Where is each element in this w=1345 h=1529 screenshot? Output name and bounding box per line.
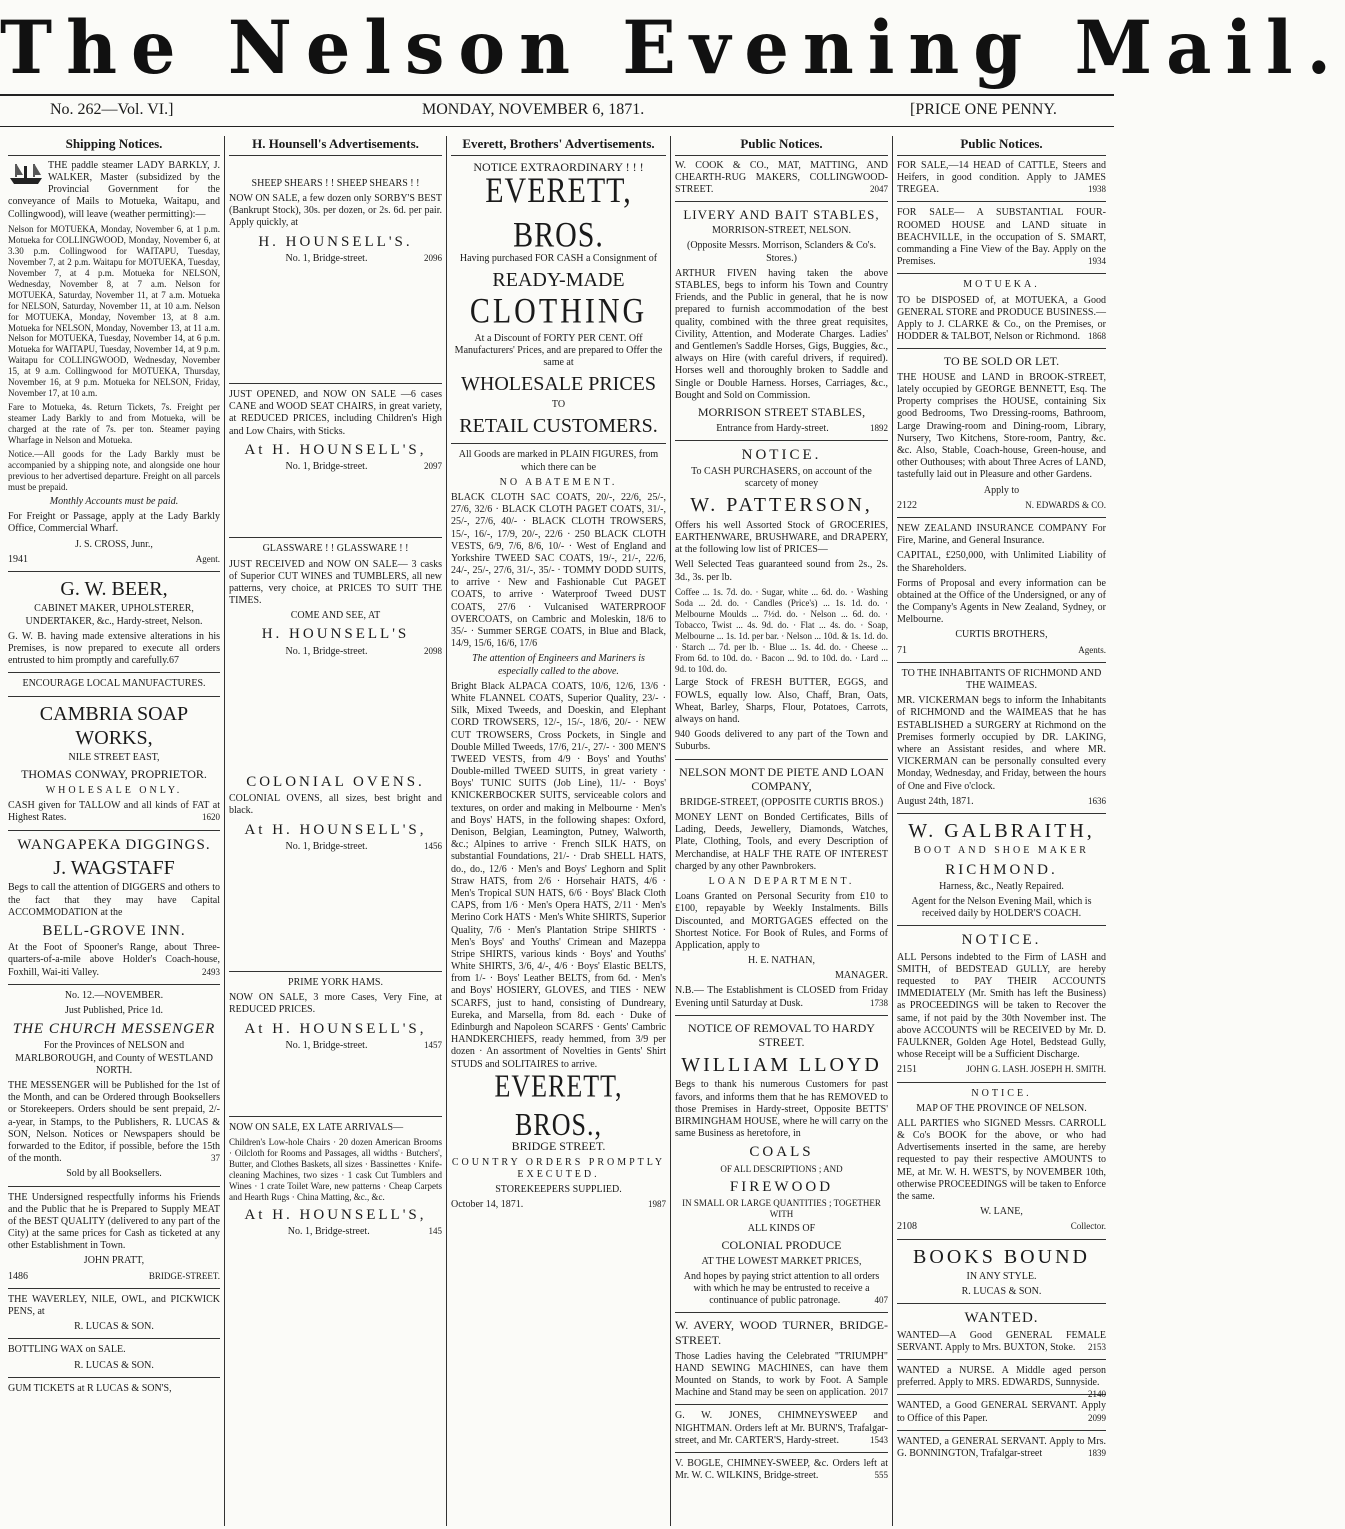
- public-notices-heading-2: Public Notices.: [897, 136, 1106, 156]
- plain-figures: All Goods are marked in PLAIN FIGURES, from which there can be: [458, 449, 659, 473]
- teas: Well Selected Teas guaranteed sound from 2s., 2s. 3d., 3s. per lb.: [675, 559, 888, 583]
- patterson-text: Offers his well Assorted Stock of GROCERIES, EARTHENWARE, BRUSHWARE, and DRAPERY, at the following low list of PRICES—: [675, 519, 888, 556]
- galbraith: W. GALBRAITH,: [908, 819, 1095, 842]
- manager: MANAGER.: [834, 970, 888, 982]
- to: TO: [551, 398, 566, 410]
- chairs-text: JUST OPENED, and NOW ON SALE —6 cases CANE and WOOD SEAT CHAIRS, in great variety, at REDUCED PRICES, including Children's High and Low Chairs, with Sticks.: [229, 389, 442, 437]
- jones-ad: G. W. JONES, CHIMNEYSWEEP and NIGHTMAN. Orders left at Mr. BURN'S, Trafalgar-street, and Mr. CARTER'S, Hardy-street.: [675, 1410, 888, 1446]
- wanted-heading: WANTED.: [964, 1310, 1039, 1327]
- jones-num: 1543: [870, 1434, 888, 1445]
- purchased: Having purchased FOR CASH a Consignment of: [459, 252, 658, 264]
- aug-date: August 24th, 1871.: [897, 795, 974, 807]
- num-3: 2098: [424, 645, 442, 656]
- steamer-icon: [8, 160, 44, 186]
- fiven-text: ARTHUR FIVEN having taken the above STABLES, begs to inform his Town and Country Friends, and the Public in general, that he is now prepared to furnish accommodation of the best quality, combined with the three great requisites, Civility, Attention, and Moderate Charges. Ladies' and Gentlemen's Saddle Horses, Gigs, Buggies, &c., always on Hire (with careful drivers, if required). Horses well and thoroughly broken to Saddle and Single or Double Harness. Horses, Carriages, &c., Bought and Sold on Commission.: [675, 267, 888, 401]
- map-heading: MAP OF THE PROVINCE OF NELSON.: [916, 1102, 1087, 1114]
- messenger-text: THE MESSENGER will be Published for the 1st of the Month, and can be Ordered through Booksellers or Storekeepers. Orders should be sent prepaid, 2/- a-year, in Stamps, to the Publishers, R. LUCAS & SON, Nelson. Notices or Newspapers should be forwarded to the Editor, if possible, before the 15th of the month.: [8, 1080, 220, 1165]
- insurance: NEW ZEALAND INSURANCE COMPANY For Fire, Marine, and General Insurance.: [897, 522, 1106, 547]
- church-messenger: THE CHURCH MESSENGER: [12, 1021, 216, 1038]
- lloyd-text: Begs to thank his numerous Customers for past favors, and informs them that he has REMOVED to those Premises in Hardy-street, Opposite BETTS' BIRMINGHAM HOUSE, where he will carry on the same Business as heretofore, in: [675, 1079, 888, 1140]
- cook-num: 2047: [870, 184, 888, 195]
- curtis-num: 71: [897, 644, 907, 656]
- pratt-text: THE Undersigned respectfully informs his Friends and the Public that he is Prepared to Supply MEAT of the BEST QUALITY (delivered to any part of the City) at the same prices for Cash as ticketed at any other Establishment in Town.: [8, 1191, 220, 1252]
- hopes-num: 407: [874, 1295, 888, 1306]
- descriptions: OF ALL DESCRIPTIONS ; AND: [720, 1163, 843, 1174]
- richmond-heading: TO THE INHABITANTS OF RICHMOND AND THE WAIMEAS.: [901, 667, 1102, 692]
- lash-names: JOHN G. LASH. JOSEPH H. SMITH.: [966, 1064, 1106, 1075]
- beer-text: G. W. B. having made extensive alterations in his Premises, is now prepared to execute all orders entrusted to him promptly and carefully.67: [8, 630, 220, 667]
- hounsell-heading: H. Hounsell's Advertisements.: [229, 136, 442, 156]
- column-hounsell: [224, 136, 446, 1526]
- address-2: No. 1, Bridge-street.: [285, 461, 368, 473]
- column-shipping: [4, 136, 224, 1526]
- glass-heading: GLASSWARE ! ! GLASSWARE ! !: [262, 543, 409, 555]
- everett-date: October 14, 1871.: [451, 1199, 524, 1211]
- column-public-notices: [670, 136, 892, 1526]
- num-5: 1457: [424, 1039, 442, 1050]
- curtis: CURTIS BROTHERS,: [955, 629, 1048, 641]
- opposite: (Opposite Messrs. Morrison, Sclanders & Co's. Stores.): [686, 240, 876, 264]
- hounsell-1: H. HOUNSELL'S.: [258, 233, 413, 250]
- lowest-prices: AT THE LOWEST MARKET PRICES,: [701, 1255, 862, 1267]
- cook-ad: W. COOK & CO., MAT, MATTING, AND CHEARTH-RUG MAKERS, COLLINGWOOD-STREET.: [675, 159, 888, 196]
- arrivals-list: Children's Low-hole Chairs · 20 dozen American Brooms · Oilcloth for Rooms and Passages, all widths · Butchers', Butter, and Clothes Baskets, all sizes · Bassinettes · Knife-cleaning Machines, two sizes · 1 cask Cut Tumblers and Wines · 1 crate Toilet Ware, new patterns · Cheap Carpets and Hearth Rugs · China Matting, &c., &c.: [229, 1137, 442, 1203]
- butter-text: Large Stock of FRESH BUTTER, EGGS, and FOWLS, equally low. Also, Chaff, Bran, Oats, Wheat, Barley, Sharps, Flour, Potatoes, Carrots, always on hand.: [675, 677, 888, 726]
- avery-num: 2017: [870, 1387, 888, 1398]
- hounsell-5: At H. HOUNSELL'S,: [244, 1020, 427, 1037]
- gum-tickets: GUM TICKETS at R LUCAS & SON'S,: [8, 1382, 172, 1394]
- bridge-street: BRIDGE STREET.: [511, 1139, 606, 1154]
- hams-text: NOW ON SALE, 3 more Cases, Very Fine, at REDUCED PRICES.: [229, 992, 442, 1016]
- address-4: No. 1, Bridge-street.: [285, 840, 368, 852]
- loan-text: Loans Granted on Personal Security from £10 to £100, repayable by Weekly Instalments. Bills Discounted, and MORTGAGES effected on the Shortest Notice. For Book of Rules, and Forms of Application, apply to: [675, 891, 888, 951]
- firewood: FIREWOOD: [729, 1178, 834, 1195]
- house-num: 1934: [1088, 256, 1106, 267]
- loan-department: LOAN DEPARTMENT.: [708, 875, 855, 887]
- address-5: No. 1, Bridge-street.: [285, 1039, 368, 1051]
- cash-purchasers: To CASH PURCHASERS, on account of the scarcety of money: [691, 466, 872, 490]
- richmond: RICHMOND.: [945, 861, 1058, 878]
- inn-name: BELL-GROVE INN.: [42, 922, 186, 939]
- messenger-provinces: For the Provinces of NELSON and MARLBOROUGH, and County of WESTLAND NORTH.: [15, 1040, 213, 1076]
- bottling-wax: BOTTLING WAX on SALE.: [8, 1344, 126, 1356]
- notice-lash: NOTICE.: [961, 932, 1042, 949]
- soap-works: CAMBRIA SOAP WORKS,: [39, 702, 189, 749]
- monthly-accounts: Monthly Accounts must be paid.: [49, 496, 179, 508]
- wax-by: R. LUCAS & SON.: [74, 1359, 154, 1371]
- colonial-produce: COLONIAL PRODUCE: [721, 1238, 842, 1253]
- morrison-stables: MORRISON STREET STABLES,: [697, 404, 866, 419]
- curtis-role: Agents.: [1078, 644, 1106, 655]
- wagstaff-name: J. WAGSTAFF: [53, 856, 175, 879]
- wanted-4-num: 1839: [1088, 1447, 1106, 1458]
- clothing-items-2: Bright Black ALPACA COATS, 10/6, 12/6, 13/6 · White FLANNEL COATS, Superior Quality, 23/- · Silk, Mixed Tweeds, and Doeskin, and Elephant CORD TROWSERS, 12/-, 15/-, 18/6, 20/- · NEW CUT TROWSERS, Cross Pockets, in Single and Double Milled Tweeds, 17/6, 21/-, 27/- · 300 MEN'S TWEED VESTS, from 4/9 · Boys' and Youths' Double-milled TWEED SUITS, in great variety · Boys' TUNIC SUITS (Job Line), 11/- · Boys' KNICKERBOCKER SUITS, serviceable colors and textures, on order and making in Melbourne · Men's and Boys' HATS, in the following shapes: Oxford, Denison, Belgian, Leamington, Putney, Walworth, &c.; Alpines to arrive · French SILK HATS, on substantial Foundations, 21/- · Drab SHELL HATS, do., do., 12/6 · Men's and Boys' Leghorn and Split Straw HATS, from 2/6 · Horsehair HATS, 4/6 · Men's Tropical SUN HATS, 6/6 · Boys' Black Cloth CAPS, from 1/6 · Men's Opera HATS, 2/11 · Men's Merino Cork HATS · Men's White SHIRTS, Superior Quality, 7/6 · Men's Plantation Stripe SHIRTS · Men's Boys' and Youths' Crimean and Mazeppa Stripe SHIRTS, various kinds · Boys' and Youths' White SHIRTS, 3/6, 4/-, 4/6 · Boys' Elastic BELTS, from 1/- · Boys' Leather BELTS, from 6d. · Men's and Boys' HOSIERY, GLOVES, and TIES · NEW SCARFS, just to hand, consisting of Dundreary, Eureka, and Marsella, from 8d. each · Duke of Edinburgh and Napoleon SCARFS · Gents' Cambric HANDKERCHIEFS, ready hemmed, from 3/9 per dozen · An assortment of Novelties in Gents' Shirt STUDS and SOLITAIRES to arrive.: [451, 680, 666, 1070]
- patterson-name: W. PATTERSON,: [690, 494, 873, 517]
- mont-de-piete: NELSON MONT DE PIETE AND LOAN COMPANY,: [679, 764, 884, 794]
- cross-role: Agent.: [195, 553, 220, 564]
- shipping-heading: Shipping Notices.: [8, 136, 220, 156]
- column-everett: [446, 136, 670, 1526]
- retail-customers: RETAIL CUSTOMERS.: [459, 414, 658, 437]
- issue-number: No. 262—Vol. VI.]: [50, 101, 174, 118]
- everett-heading: Everett, Brothers' Advertisements.: [451, 136, 666, 156]
- pens: THE WAVERLEY, NILE, OWL, and PICKWICK PENS, at: [8, 1293, 220, 1317]
- hounsell-6: At H. HOUNSELL'S,: [244, 1207, 427, 1224]
- tallow-cash: CASH given for TALLOW and all kinds of FAT at Highest Rates.: [8, 800, 220, 824]
- harness: Harness, &c., Neatly Repaired.: [939, 880, 1064, 892]
- messenger-number: No. 12.—NOVEMBER.: [64, 989, 164, 1001]
- cattle-ad: FOR SALE,—14 HEAD of CATTLE, Steers and Heifers, in good condition. Apply to JAMES TREGEA.: [897, 159, 1106, 196]
- pratt-num: 1486: [8, 1270, 28, 1282]
- glass-text: JUST RECEIVED and NOW ON SALE— 3 casks of Superior CUT WINES and TUMBLERS, all new patterns, very choice, at PRICES TO SUIT THE TIMES.: [229, 558, 442, 607]
- freight-apply: For Freight or Passage, apply at the Lady Barkly Office, Commercial Wharf.: [8, 511, 220, 535]
- capital: CAPITAL, £250,000, with Unlimited Liability of the Shareholders.: [897, 550, 1106, 574]
- ovens-heading: COLONIAL OVENS.: [246, 773, 425, 790]
- pratt-name: JOHN PRATT,: [83, 1255, 145, 1267]
- column-public-notices-2: [892, 136, 1110, 1526]
- nb-num: 1738: [870, 997, 888, 1008]
- arrivals-heading: NOW ON SALE, EX LATE ARRIVALS—: [229, 1122, 404, 1134]
- attention: The attention of Engineers and Mariners is especially called to the above.: [472, 653, 645, 677]
- wanted-1-num: 2153: [1088, 1341, 1106, 1352]
- avery-text: Those Ladies having the Celebrated "TRIUMPH" HAND SEWING MACHINES, can have them Mounted on Stands, to work by Foot. A Sample Machine and Stand may be seen on application.: [675, 1350, 888, 1399]
- public-notices-heading: Public Notices.: [675, 136, 888, 156]
- notice-extraordinary: NOTICE EXTRAORDINARY ! ! !: [473, 159, 644, 174]
- num-1: 2096: [424, 252, 442, 263]
- country-orders: COUNTRY ORDERS PROMPTLY EXECUTED.: [451, 1156, 666, 1180]
- wanted-1: WANTED—A Good GENERAL FEMALE SERVANT. Apply to Mrs. BUXTON, Stoke.: [897, 1329, 1106, 1353]
- lane: W. LANE,: [980, 1206, 1023, 1218]
- lash-num: 2151: [897, 1064, 917, 1076]
- everett-bros-2: EVERETT, BROS.,: [494, 1068, 623, 1142]
- entrance-num: 1892: [870, 422, 888, 433]
- avery-name: W. AVERY, WOOD TURNER, BRIDGE-STREET.: [675, 1318, 888, 1348]
- money-lent: MONEY LENT on Bonded Certificates, Bills of Lading, Deeds, Jewellery, Diamonds, Watches, Plate, Clothing, Tools, and every Description of Merchandise, at HALF THE RATE OF INTEREST charged by any other Pawnbrokers.: [675, 812, 888, 872]
- motueka-heading: MOTUEKA.: [963, 279, 1040, 291]
- wholesale-only: WHOLESALE ONLY.: [45, 785, 183, 797]
- wholesale-prices: WHOLESALE PRICES: [461, 373, 656, 396]
- hounsell-3: H. HOUNSELL'S: [261, 626, 410, 643]
- address-1: No. 1, Bridge-street.: [285, 252, 368, 264]
- sold-let-heading: TO BE SOLD OR LET.: [943, 354, 1060, 369]
- delivered: Goods delivered to any part of the Town and Suburbs.: [675, 729, 889, 753]
- cattle-num: 1938: [1088, 184, 1106, 195]
- come-and-see: COME AND SEE, AT: [290, 610, 381, 622]
- beer-name: G. W. BEER,: [60, 577, 168, 600]
- bogle-num: 555: [874, 1470, 888, 1481]
- conway: THOMAS CONWAY, PROPRIETOR.: [21, 767, 207, 782]
- encourage-heading: ENCOURAGE LOCAL MANUFACTURES.: [22, 678, 206, 690]
- hams-heading: PRIME YORK HAMS.: [288, 977, 383, 989]
- coals: COALS: [749, 1144, 814, 1161]
- morrison-street: MORRISON-STREET, NELSON.: [712, 225, 851, 237]
- all-kinds: ALL KINDS OF: [747, 1222, 816, 1234]
- edwards: N. EDWARDS & CO.: [1025, 499, 1106, 510]
- shears-heading: SHEEP SHEARS ! ! SHEEP SHEARS ! !: [251, 177, 420, 189]
- cross-num: 1941: [8, 553, 28, 565]
- cross-name: J. S. CROSS, Junr.,: [75, 538, 153, 550]
- address-6: No. 1, Bridge-street.: [287, 1226, 370, 1238]
- tallow-num: 1620: [202, 812, 220, 823]
- lane-role: Collector.: [1070, 1221, 1106, 1232]
- pratt-street: BRIDGE-STREET.: [148, 1270, 220, 1281]
- store-num: 1868: [1088, 331, 1106, 342]
- wanted-4: WANTED, a GENERAL SERVANT. Apply to Mrs. G. BONNINGTON, Trafalgar-street: [897, 1435, 1106, 1459]
- price-list: Coffee ... 1s. 7d. do. · Sugar, white ... 6d. do. · Washing Soda ... 2d. do. · Candles (Price's) ... 1s. 1d. do. · Melbourne Moulds ... 7½d. do. · Nelson ... 6d. do. · Tobacco, Twist ... 4s. 9d. do. · Flat ... 4s. do. · Soap, Melbourne ... 1s. 1d. per bar. · Nelson ... 10d. & 1s. 1d. do. · Starch ... 7d. per lb. · Blue ... 1s. 4d. do. · Cheese ... From 6d. to 10d. do. · Bacon ... 9d. to 10d. do. · Lard ... 9d. to 10d. do.: [675, 586, 888, 674]
- hopes: And hopes by paying strict attention to all orders with which he may be entrusted to receive a continuance of public patronage.: [683, 1270, 880, 1307]
- delivered-num: 940: [675, 729, 690, 741]
- notice-heading: NOTICE.: [741, 446, 822, 463]
- aug-num: 1636: [1088, 795, 1106, 806]
- steamer-intro: THE paddle steamer LADY BARKLY, J. WALKER, Master (subsidized by the Provincial Government for the conveyance of Mails to Motueka, Waitapu, and Collingwood), will leave (weather permitting):—: [8, 159, 220, 220]
- goods-notice: Notice.—All goods for the Lady Barkly must be accompanied by a shipping note, and alongside one hour previous to her advertised departure. Freight on all parcels must be prepaid.: [8, 449, 220, 493]
- wanted-2: WANTED a NURSE. A Middle aged person preferred. Apply to MRS. EDWARDS, Sunnyside.: [897, 1365, 1106, 1389]
- storekeepers: STOREKEEPERS SUPPLIED.: [495, 1184, 622, 1196]
- piete-street: BRIDGE-STREET, (OPPOSITE CURTIS BROS.): [679, 796, 884, 808]
- inn-num: 2493: [202, 966, 220, 977]
- fares: Fare to Motueka, 4s. Return Tickets, 7s. Freight per steamer Lady Barkly to and from Motueka, will be charged at the rate of 7s. per ton. Steamer paying Wharfage in Nelson and Motueka.: [8, 402, 220, 446]
- no-abatement: NO ABATEMENT.: [499, 476, 618, 488]
- shears-text: NOW ON SALE, a few dozen only SORBY'S BEST (Bankrupt Stock), 30s. per dozen, or 2s. 6d. per pair. Apply quickly, at: [229, 193, 442, 229]
- issue-date: MONDAY, NOVEMBER 6, 1871.: [422, 101, 645, 118]
- clothing: CLOTHING: [469, 291, 648, 332]
- any-style: IN ANY STYLE.: [966, 1270, 1037, 1282]
- address-3: No. 1, Bridge-street.: [285, 645, 368, 657]
- masthead-title: The Nelson Evening Mail.: [0, 3, 1345, 92]
- wanted-3-num: 2099: [1088, 1412, 1106, 1423]
- clothing-items: BLACK CLOTH SAC COATS, 20/-, 22/6, 25/-, 27/6, 32/6 · BLACK CLOTH PAGET COATS, 31/-, 25/-, 27/6, 40/- · BLACK CLOTH TROWSERS, 15/-, 16/-, 17/9, 20/-, 22/6 · 250 BLACK CLOTH VESTS, 6/9, 7/6, 8/6, 10/- · West of England and Yorkshire TWEED SAC COATS, 19/-, 21/-, 22/6, 24/-, 25/-, 27/6, 31/-, 35/- · TOMMY DODD SUITS, to arrive · New and Fashionable Cut PAGET COATS, to arrive · Waterproof Tweed DUST COATS, 27/6 · Vulcanised WATERPROOF OVERCOATS, on Cambric and Moleskin, 18/6 to 35/- · Summer SERGE COATS, in Blue and Black, 14/9, 15/6, 16/6, 17/6: [451, 491, 666, 650]
- house-ad: FOR SALE— A SUBSTANTIAL FOUR-ROOMED HOUSE and LAND situate in BEACHVILLE, in the occupation of S. SMART, commanding a Fine View of the Bay. Apply on the Premises.: [897, 207, 1106, 268]
- nb-text: N.B.— The Establishment is CLOSED from Friday Evening until Saturday at Dusk.: [675, 985, 888, 1009]
- forms: Forms of Proposal and every information can be obtained at the Office of the Undersigned, or any of the Company's Agents in New Zealand, Sydney, or Melbourne.: [897, 577, 1106, 626]
- livery-heading: LIVERY AND BAIT STABLES,: [683, 207, 880, 223]
- beer-trade: CABINET MAKER, UPHOLSTERER, UNDERTAKER, &c., Hardy-street, Nelson.: [25, 603, 203, 627]
- discount: At a Discount of FORTY PER CENT. Off Manufacturers' Prices, and are prepared to Offer the same at: [454, 332, 663, 369]
- edwards-num: 2122: [897, 499, 917, 511]
- entrance: Entrance from Hardy-street.: [716, 422, 829, 434]
- wagstaff-text: Begs to call the attention of DIGGERS and others to the fact that they may have Capital ACCOMMODATION at the: [8, 882, 220, 918]
- num-2: 2097: [424, 461, 442, 472]
- just-published: Just Published, Price 1d.: [64, 1004, 164, 1016]
- everett-bros: EVERETT, BROS.: [485, 171, 632, 255]
- lash-text: ALL Persons indebted to the Firm of LASH and SMITH, of BEDSTEAD GULLY, are hereby requested to PAY THEIR ACCOUNTS IMMEDIATELY (Mr. Smith has left the Business) as PROCEEDINGS will be taken to Recover the same, if not paid by the 30th November inst. The above ACCOUNTS will be RECEIVED by Mr. D. FAULKNER, Golden Age Hotel, Bedstead Gully, whose Receipt will be a Sufficient Discharge.: [897, 951, 1106, 1061]
- bogle-ad: V. BOGLE, CHIMNEY-SWEEP, &c. Orders left at Mr. W. C. WILKINS, Bridge-street.: [675, 1458, 888, 1482]
- hounsell-4: At H. HOUNSELL'S,: [244, 821, 427, 838]
- vickerman: MR. VICKERMAN begs to inform the Inhabitants of RICHMOND and the WAIMEAS that he has ESTABLISHED a SURGERY at Richmond on the Premises formerly occupied by DR. LAKING, where an Assistant resides, and where MR. VICKERMAN can be personally consulted every Monday, Wednesday, and Friday, between the hours of One and Five o'clock.: [897, 695, 1106, 792]
- pens-by: R. LUCAS & SON.: [74, 1321, 154, 1333]
- mail-agent: Agent for the Nelson Evening Mail, which is received daily by HOLDER'S COACH.: [911, 895, 1092, 920]
- wanted-3: WANTED, a Good GENERAL SERVANT. Apply to Office of this Paper.: [897, 1400, 1106, 1424]
- ready-made: READY-MADE: [492, 268, 625, 291]
- books-bound: BOOKS BOUND: [913, 1245, 1090, 1268]
- brook-street: THE HOUSE and LAND in BROOK-STREET, lately occupied by GEORGE BENNETT, Esq. The Property comprises the HOUSE, containing Six good Bedrooms, Two Dressing-rooms, Bathroom, Large Drawing-room and Dining-room, Library, Nursery, Two Kitchens, Store-room, Pantry, &c. &c. Also, Stable, Coach-house, Green-house, and other Outhouses; with about Three Acres of LAND, tastefully laid out in Pleasure and other Gardens.: [897, 371, 1106, 481]
- num-6: 145: [428, 1226, 442, 1237]
- lane-num: 2108: [897, 1221, 917, 1233]
- num-4: 1456: [424, 840, 442, 851]
- apply-to: Apply to: [983, 484, 1020, 496]
- quantities: IN SMALL OR LARGE QUANTITIES ; TOGETHER WITH: [682, 1197, 881, 1219]
- lloyd-name: WILLIAM LLOYD: [681, 1054, 882, 1077]
- boot-maker: BOOT AND SHOE MAKER: [914, 845, 1089, 857]
- notice-map: NOTICE.: [971, 1087, 1032, 1099]
- removal-heading: NOTICE OF REMOVAL TO HARDY STREET.: [688, 1020, 875, 1050]
- sold-booksellers: Sold by all Booksellers.: [66, 1168, 162, 1180]
- ovens-text: COLONIAL OVENS, all sizes, best bright and black.: [229, 793, 442, 817]
- inn-text: At the Foot of Spooner's Range, about Three-quarters-of-a-mile above Holder's Coach-house, Foxhill, Wai-iti Valley.: [8, 942, 220, 978]
- wanted-2-num: 2140: [1088, 1389, 1106, 1400]
- sailing-schedule: Nelson for MOTUEKA, Monday, November 6, at 1 p.m. Motueka for COLLINGWOOD, Monday, November 6, at 3.30 p.m. Collingwood for WAITAPU, Tuesday, November 7, at 2 p.m. Waitapu for MOTUEKA, Tuesday, November 7, at 4 p.m. Motueka for NELSON, Wednesday, November 8, at 7 a.m. Nelson for MOTUEKA, Saturday, November 11, at 7 a.m. Motueka for NELSON, Saturday, November 11, at 10 a.m. Nelson for MOTUEKA, Monday, November 13, at 8 a.m. Motueka for NELSON, Monday, November 13, at 11 a.m. Nelson for MOTUEKA, Tuesday, November 14, at 6 p.m. Motueka for WAITAPU, Tuesday, November 14, at 9 p.m. Waitapu for COLLINGWOOD, Wednesday, November 15, at 9 a.m. Collingwood for MOTUEKA, Thursday, November 16, at 9 p.m. Motueka for NELSON, Friday, November 17, at 10 a.m.: [8, 223, 220, 399]
- lucas: R. LUCAS & SON.: [961, 1286, 1042, 1298]
- issue-price: [PRICE ONE PENNY.: [910, 101, 1057, 118]
- hounsell-2: At H. HOUNSELL'S,: [244, 441, 427, 458]
- nathan: H. E. NATHAN,: [748, 955, 815, 967]
- carroll-text: ALL PARTIES who SIGNED Messrs. CARROLL & Co's BOOK for the above, or who had Advertisements inserted in the same, are hereby requested to pay their respective AMOUNTS to ME, at Mr. W. H. WEST'S, by NOVEMBER 10th, otherwise PROCEEDINGS will be taken to Enforce the same.: [897, 1117, 1106, 1203]
- everett-num: 1987: [648, 1199, 666, 1210]
- messenger-num: 37: [211, 1153, 220, 1164]
- soap-street: NILE STREET EAST,: [68, 752, 160, 764]
- dateline: [0, 94, 1114, 127]
- store-ad: TO be DISPOSED of, at MOTUEKA, a Good GENERAL STORE and PRODUCE BUSINESS.—Apply to J. CLARKE & Co., on the Premises, or HODDER & TALBOT, Nelson or Richmond.: [897, 294, 1106, 343]
- columns: [4, 136, 1110, 1526]
- diggings-heading: WANGAPEKA DIGGINGS.: [17, 836, 211, 853]
